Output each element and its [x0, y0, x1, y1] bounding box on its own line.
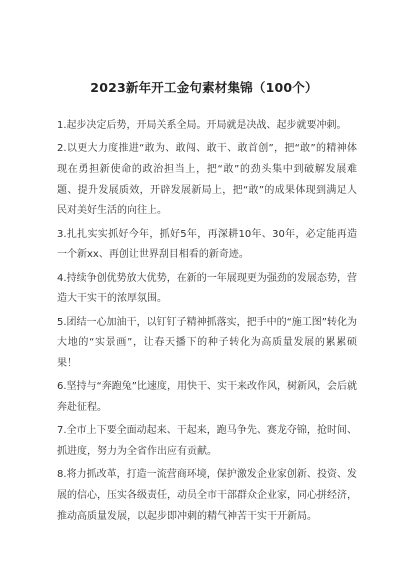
quote-item-3: [57, 225, 357, 266]
quote-number: 4.: [57, 272, 67, 284]
quote-text: 团结一心加油干，以钉钉子精神抓落实，把手中的“施工图”转化为大地的“实景画”，让春天播下的种子转化为高质量发展的累累硕果！: [57, 316, 357, 370]
quote-item-1: [57, 116, 357, 137]
quote-item-8: [57, 465, 357, 527]
quote-text: 持续争创优势放大优势，在新的一年展现更为强劲的发展态势，营造大干实干的浓厚氛围。: [57, 272, 357, 305]
quote-text: 以更大力度推进“敢为、敢闯、敢干、敢首创”，把“敢”的精神体现在勇担新使命的政治担当上，把“敢”的劲头集中到破解发展难题、提升发展质效，开辟发展新局上，把“敢”的成果体现到满足人民对美好生活的向往上。: [57, 143, 357, 217]
quote-item-5: [57, 313, 357, 375]
quote-text: 全市上下要全面动起来、干起来，跑马争先、赛龙夺锦，抢时间、抓进度，努力为全省作出应有贡献。: [57, 425, 357, 458]
quote-text: 将力抓改革，打造一流营商环境，保护激发企业家创新、投资、发展的信心，压实各级责任，动员全市干部群众企业家，同心拼经济，推动高质量发展，以起步即冲刺的精气神苦干实干开新局。: [57, 469, 357, 522]
quote-text: 扎扎实实抓好今年，抓好5年，再深耕10年、30年，必定能再造一个新xx、再创让世界刮目相看的新奇迹。: [57, 228, 357, 261]
quote-number: 5.: [57, 316, 67, 328]
quote-item-4: [57, 269, 357, 310]
quote-text: 坚持与“奔跑兔”比速度，用快干、实干来改作风，树新风，会后就奔赴征程。: [57, 381, 357, 414]
quote-number: 1.: [57, 120, 67, 131]
quote-number: 8.: [57, 469, 67, 481]
quote-item-7: [57, 421, 357, 462]
quote-list: [57, 116, 357, 530]
quote-number: 7.: [57, 425, 67, 437]
quote-item-6: [57, 377, 357, 418]
document-title: 2023新年开工金句素材集锦（100个）: [90, 80, 318, 95]
quote-number: 2.: [57, 143, 67, 155]
quote-text: 起步决定后势，开局关系全局。开局就是决战、起步就要冲刺。: [66, 120, 347, 131]
quote-item-2: [57, 139, 357, 222]
quote-number: 6.: [57, 381, 67, 393]
quote-number: 3.: [57, 228, 67, 240]
